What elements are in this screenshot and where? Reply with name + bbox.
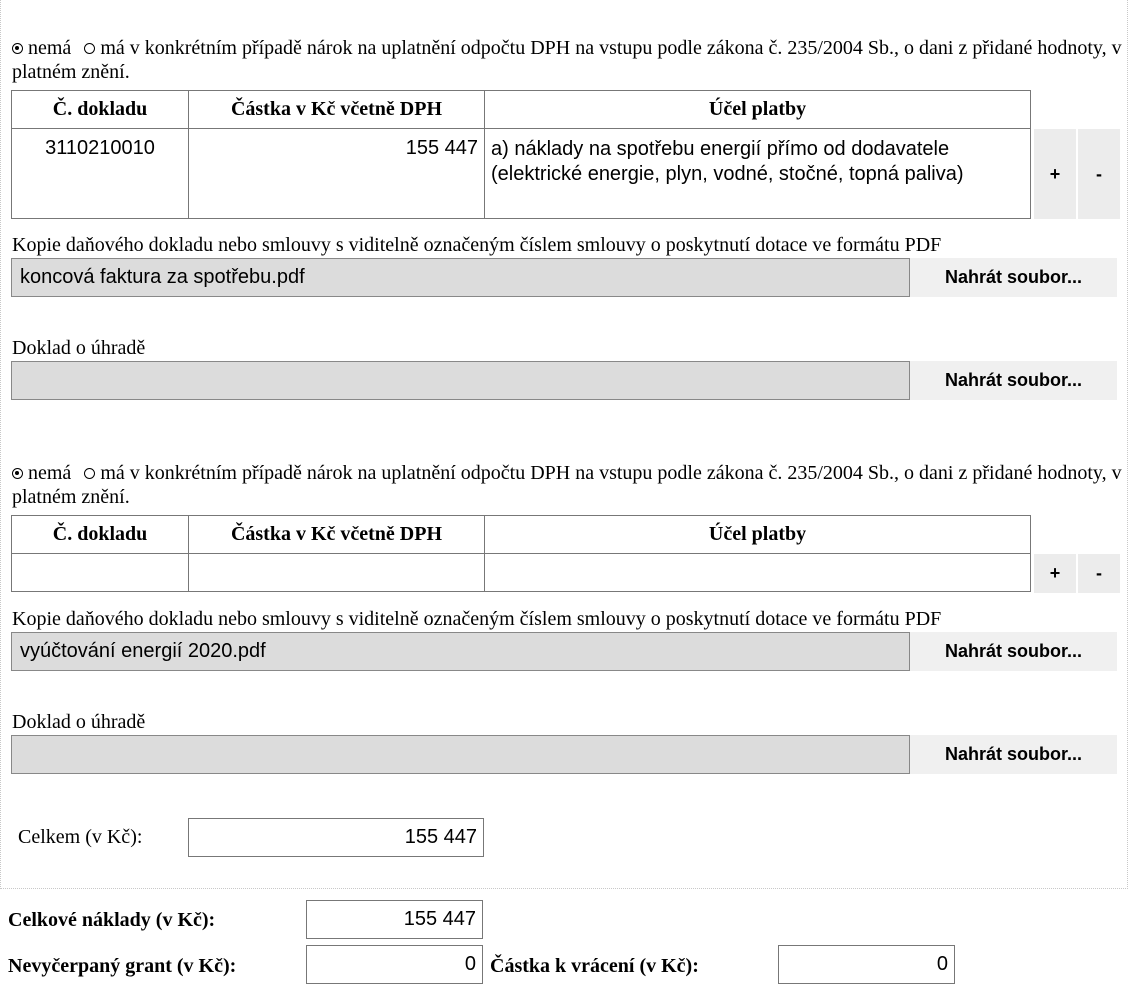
amount-cell[interactable]: 155 447 [189,129,485,219]
header-doc-no: Č. dokladu [12,516,189,554]
payment-label-2: Doklad o úhradě [12,711,146,733]
copy-label-2: Kopie daňového dokladu nebo smlouvy s viditelně označeným číslem smlouvy o poskytnutí dotace ve formátu PDF [12,608,942,630]
radio-nema-label-2: nemá [28,462,72,484]
items-table-2 [11,515,1031,592]
header-purpose: Účel platby [485,91,1031,129]
remove-row-button[interactable]: - [1078,554,1120,593]
vat-deduction-line-2 [12,461,1124,509]
header-doc-no: Č. dokladu [12,91,189,129]
add-row-button[interactable]: + [1034,129,1076,219]
vat-sentence-2: v konkrétním případě nárok na uplatnění odpočtu DPH na vstupu podle zákona č. 235/2004 Sb., o dani z přidané hodnoty, v platném znění. [12,462,1122,508]
payment-label-1: Doklad o úhradě [12,337,146,359]
header-purpose: Účel platby [485,516,1031,554]
doc-no-cell[interactable] [12,554,189,592]
refund-value: 0 [778,945,955,984]
vat-deduction-line-1 [12,36,1124,84]
header-amount: Částka v Kč včetně DPH [189,91,485,129]
header-amount: Částka v Kč včetně DPH [189,516,485,554]
vat-sentence-1: v konkrétním případě nárok na uplatnění odpočtu DPH na vstupu podle zákona č. 235/2004 Sb., o dani z přidané hodnoty, v platném znění. [12,37,1122,83]
radio-nema-label-1: nemá [28,37,72,59]
upload-copy-button-1[interactable]: Nahrát soubor... [910,258,1117,297]
doc-no-cell[interactable]: 3110210010 [12,129,189,219]
radio-nema-2[interactable] [12,468,23,479]
upload-payment-button-2[interactable]: Nahrát soubor... [910,735,1117,774]
payment-file-field-2[interactable] [11,735,910,774]
amount-cell[interactable] [189,554,485,592]
unused-grant-value: 0 [306,945,483,984]
table-row [12,554,1031,592]
copy-file-field-1[interactable]: koncová faktura za spotřebu.pdf [11,258,910,297]
table-row [12,129,1031,219]
upload-payment-button-1[interactable]: Nahrát soubor... [910,361,1117,400]
items-table-1 [11,90,1031,219]
section-total-value: 155 447 [188,818,484,857]
radio-ma-label-1: má [100,37,125,59]
total-costs-label: Celkové náklady (v Kč): [8,909,216,931]
radio-nema-1[interactable] [12,43,23,54]
add-row-button[interactable]: + [1034,554,1076,593]
refund-label: Částka k vrácení (v Kč): [490,955,699,977]
copy-file-field-2[interactable]: vyúčtování energií 2020.pdf [11,632,910,671]
total-costs-value: 155 447 [306,900,483,939]
radio-ma-label-2: má [100,462,125,484]
upload-copy-button-2[interactable]: Nahrát soubor... [910,632,1117,671]
radio-ma-2[interactable] [84,468,95,479]
payment-file-field-1[interactable] [11,361,910,400]
purpose-cell[interactable] [485,554,1031,592]
section-total-label: Celkem (v Kč): [18,826,143,848]
copy-label-1: Kopie daňového dokladu nebo smlouvy s viditelně označeným číslem smlouvy o poskytnutí dotace ve formátu PDF [12,234,942,256]
remove-row-button[interactable]: - [1078,129,1120,219]
unused-grant-label: Nevyčerpaný grant (v Kč): [8,955,237,977]
purpose-cell[interactable]: a) náklady na spotřebu energií přímo od dodavatele (elektrické energie, plyn, vodné, stočné, topná paliva) [485,129,1031,219]
radio-ma-1[interactable] [84,43,95,54]
